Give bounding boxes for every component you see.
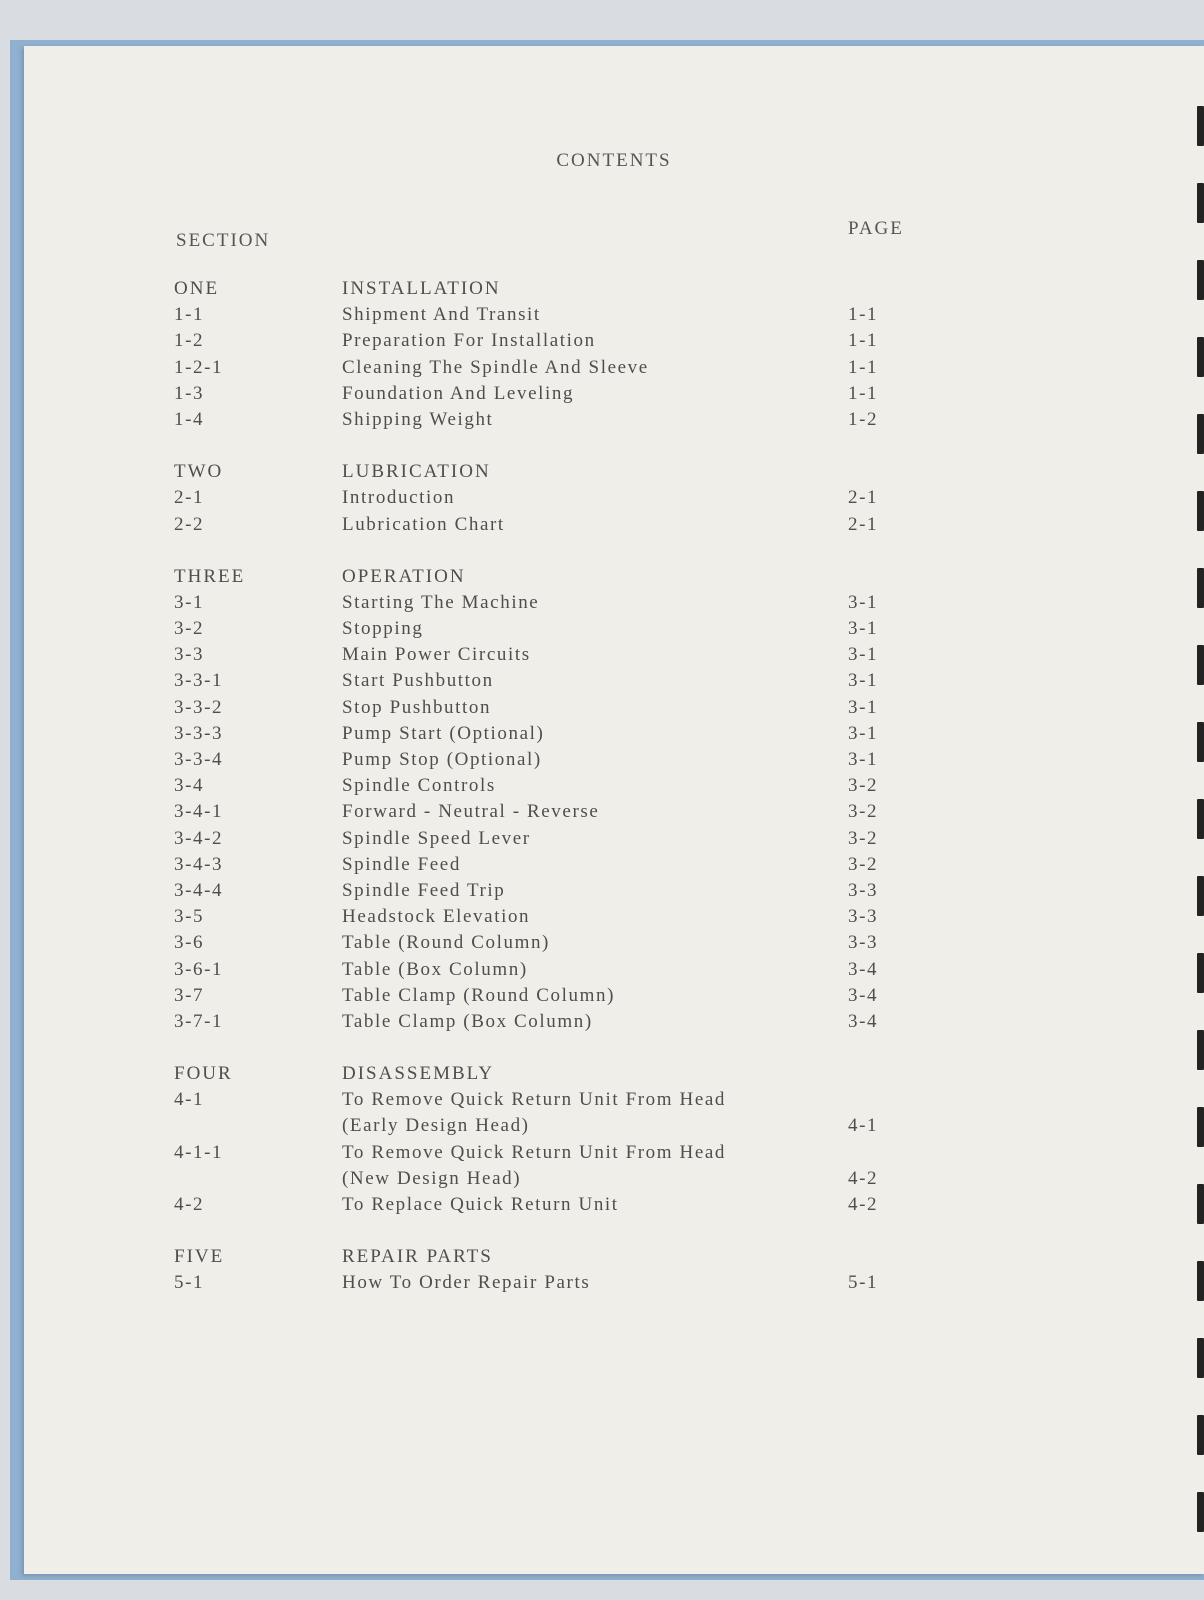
binding-ring — [1197, 260, 1204, 300]
entry-title: To Remove Quick Return Unit From Head — [342, 1141, 726, 1163]
toc-section-group — [24, 461, 1204, 540]
entry-number: 3-4 — [174, 775, 205, 797]
entry-title: Stopping — [342, 618, 424, 640]
section-name: ONE — [174, 278, 220, 299]
entry-number: 3-6-1 — [174, 958, 224, 980]
section-name: FIVE — [174, 1246, 225, 1268]
entry-page: 1-1 — [848, 356, 879, 378]
toc-entry — [24, 1142, 1204, 1168]
entry-title: Preparation For Installation — [342, 330, 596, 352]
toc-entry — [24, 670, 1204, 696]
toc-entry-continuation — [24, 1115, 1204, 1141]
entry-title: Spindle Controls — [342, 775, 496, 797]
entry-number: 3-3 — [174, 644, 205, 666]
entry-title: Headstock Elevation — [342, 906, 531, 928]
entry-title: Cleaning The Spindle And Sleeve — [342, 356, 649, 378]
binding-ring — [1197, 414, 1204, 454]
entry-title: Stop Pushbutton — [342, 696, 492, 718]
entry-number: 4-2 — [174, 1194, 205, 1215]
entry-page: 3-1 — [848, 591, 879, 613]
entry-page: 5-1 — [848, 1272, 879, 1294]
section-heading: INSTALLATION — [342, 278, 501, 299]
toc-entry — [24, 1194, 1204, 1220]
binding-ring — [1197, 568, 1204, 608]
entry-title: Introduction — [342, 487, 456, 509]
toc-entry — [24, 697, 1204, 723]
entry-page: 3-2 — [848, 853, 879, 875]
entry-number: 3-6 — [174, 932, 205, 954]
toc-section-heading-row — [24, 278, 1204, 304]
section-name: TWO — [174, 461, 224, 483]
entry-page: 3-2 — [848, 775, 879, 797]
entry-number: 2-2 — [174, 513, 205, 535]
toc-entry — [24, 1272, 1204, 1298]
entry-page: 3-4 — [848, 958, 879, 980]
entry-page: 3-4 — [848, 984, 879, 1006]
binding-ring — [1197, 337, 1204, 377]
entry-number: 3-3-4 — [174, 749, 224, 770]
spiral-binding — [1192, 106, 1204, 1586]
section-name: FOUR — [174, 1063, 233, 1085]
toc-entry — [24, 906, 1204, 932]
entry-number: 1-1 — [174, 304, 205, 326]
toc-entry — [24, 749, 1204, 775]
binding-ring — [1197, 1184, 1204, 1224]
entry-page: 3-3 — [848, 932, 879, 954]
entry-number: 3-3-1 — [174, 670, 224, 692]
section-name: THREE — [174, 565, 246, 587]
toc-entry — [24, 1011, 1204, 1037]
toc-entry — [24, 409, 1204, 435]
entry-title: Table Clamp (Round Column) — [342, 984, 615, 1006]
binding-ring — [1197, 183, 1204, 223]
entry-title-continuation: (Early Design Head) — [342, 1115, 530, 1137]
toc-entry — [24, 880, 1204, 906]
toc-entry — [24, 644, 1204, 670]
entry-title: Spindle Speed Lever — [342, 827, 531, 849]
entry-page: 3-1 — [848, 749, 879, 770]
toc-entry — [24, 487, 1204, 513]
toc-section-heading-row — [24, 566, 1204, 592]
toc-entry-continuation — [24, 1168, 1204, 1194]
entry-number: 5-1 — [174, 1272, 205, 1294]
entry-title: Spindle Feed Trip — [342, 879, 506, 901]
toc-section-group — [24, 1246, 1204, 1298]
entry-number: 4-1-1 — [174, 1141, 224, 1163]
entry-number: 1-2-1 — [174, 356, 224, 378]
entry-page: 3-1 — [848, 722, 879, 744]
section-heading: REPAIR PARTS — [342, 1246, 493, 1268]
entry-title: Lubrication Chart — [342, 513, 505, 535]
entry-title: Table (Round Column) — [342, 932, 550, 954]
entry-title: Shipping Weight — [342, 408, 494, 430]
entry-number: 3-4-1 — [174, 801, 224, 823]
page-title: CONTENTS — [556, 150, 672, 171]
toc-entry — [24, 383, 1204, 409]
toc-entry — [24, 304, 1204, 330]
entry-page: 3-3 — [848, 879, 879, 901]
toc-entry — [24, 514, 1204, 540]
entry-title: Starting The Machine — [342, 591, 540, 613]
entry-number: 2-1 — [174, 487, 205, 509]
toc-section-heading-row — [24, 1063, 1204, 1089]
entry-number: 1-3 — [174, 382, 205, 404]
entry-title-continuation: (New Design Head) — [342, 1167, 522, 1189]
entry-page: 3-2 — [848, 801, 879, 823]
binding-ring — [1197, 722, 1204, 762]
entry-title: Main Power Circuits — [342, 644, 531, 666]
entry-page: 1-1 — [848, 382, 879, 404]
entry-number: 3-2 — [174, 618, 205, 640]
toc-section-group — [24, 278, 1204, 435]
entry-page: 3-3 — [848, 906, 879, 928]
entry-number: 3-1 — [174, 591, 205, 613]
toc-entry — [24, 985, 1204, 1011]
binding-ring — [1197, 1030, 1204, 1070]
toc-entry — [24, 775, 1204, 801]
section-heading: LUBRICATION — [342, 461, 491, 483]
entry-title: Pump Start (Optional) — [342, 722, 545, 744]
entry-page: 2-1 — [848, 513, 879, 535]
entry-page: 3-1 — [848, 696, 879, 718]
toc-entry — [24, 592, 1204, 618]
contents-page — [24, 46, 1204, 1574]
toc-entry — [24, 801, 1204, 827]
entry-title: Spindle Feed — [342, 853, 461, 875]
table-of-contents — [24, 278, 1204, 1325]
entry-title: Forward - Neutral - Reverse — [342, 801, 600, 823]
entry-page: 1-1 — [848, 304, 879, 326]
entry-number: 3-3-3 — [174, 722, 224, 744]
toc-section-group — [24, 1063, 1204, 1220]
entry-page: 3-1 — [848, 618, 879, 640]
entry-title: Start Pushbutton — [342, 670, 494, 692]
binding-ring — [1197, 645, 1204, 685]
entry-title: Foundation And Leveling — [342, 382, 575, 404]
entry-title: To Replace Quick Return Unit — [342, 1194, 619, 1215]
binding-ring — [1197, 953, 1204, 993]
binding-ring — [1197, 491, 1204, 531]
entry-title: How To Order Repair Parts — [342, 1272, 591, 1294]
section-column-header: SECTION — [176, 230, 271, 251]
toc-entry — [24, 618, 1204, 644]
toc-entry — [24, 959, 1204, 985]
entry-number: 3-3-2 — [174, 696, 224, 718]
entry-page: 2-1 — [848, 487, 879, 509]
binding-ring — [1197, 1415, 1204, 1455]
entry-page: 3-1 — [848, 644, 879, 666]
entry-number: 1-2 — [174, 330, 205, 352]
toc-entry — [24, 854, 1204, 880]
entry-number: 3-4-4 — [174, 879, 224, 901]
toc-section-heading-row — [24, 1246, 1204, 1272]
entry-title: Pump Stop (Optional) — [342, 749, 542, 770]
entry-page: 4-2 — [848, 1194, 879, 1215]
entry-title: To Remove Quick Return Unit From Head — [342, 1089, 726, 1111]
entry-page: 3-1 — [848, 670, 879, 692]
binding-ring — [1197, 876, 1204, 916]
entry-number: 3-4-3 — [174, 853, 224, 875]
toc-section-group — [24, 566, 1204, 1037]
entry-page: 3-4 — [848, 1010, 879, 1032]
entry-page: 4-2 — [848, 1167, 879, 1189]
binding-ring — [1197, 106, 1204, 146]
binding-ring — [1197, 1107, 1204, 1147]
binding-ring — [1197, 799, 1204, 839]
section-heading: DISASSEMBLY — [342, 1063, 495, 1085]
entry-page: 1-1 — [848, 330, 879, 352]
entry-page: 1-2 — [848, 408, 879, 430]
section-heading: OPERATION — [342, 565, 466, 587]
toc-entry — [24, 932, 1204, 958]
entry-title: Table Clamp (Box Column) — [342, 1010, 593, 1032]
toc-entry — [24, 723, 1204, 749]
binding-ring — [1197, 1492, 1204, 1532]
entry-number: 1-4 — [174, 408, 205, 430]
entry-title: Table (Box Column) — [342, 958, 528, 980]
entry-number: 3-7-1 — [174, 1010, 224, 1032]
toc-section-heading-row — [24, 461, 1204, 487]
entry-number: 4-1 — [174, 1089, 205, 1111]
entry-title: Shipment And Transit — [342, 304, 541, 326]
entry-number: 3-5 — [174, 906, 205, 928]
page-column-header: PAGE — [848, 218, 904, 239]
toc-entry — [24, 330, 1204, 356]
entry-page: 3-2 — [848, 827, 879, 849]
toc-entry — [24, 1089, 1204, 1115]
entry-number: 3-7 — [174, 984, 205, 1006]
binding-ring — [1197, 1338, 1204, 1378]
toc-entry — [24, 828, 1204, 854]
entry-number: 3-4-2 — [174, 827, 224, 849]
toc-entry — [24, 357, 1204, 383]
binding-ring — [1197, 1261, 1204, 1301]
entry-page: 4-1 — [848, 1115, 879, 1137]
